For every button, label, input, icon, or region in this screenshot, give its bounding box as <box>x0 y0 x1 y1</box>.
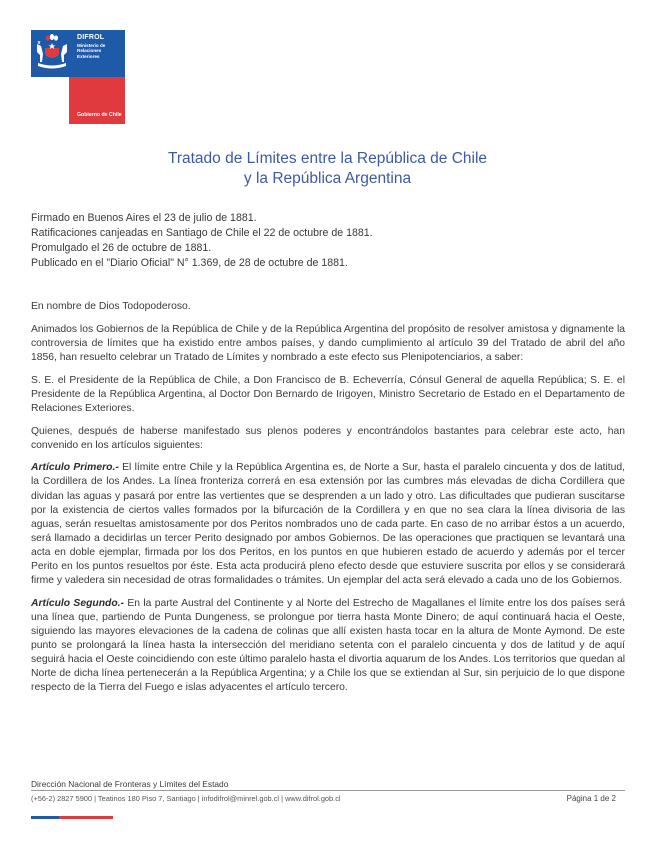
difrol-logo <box>31 30 125 124</box>
meta-promulgated: Promulgado el 26 de octubre de 1881. <box>31 242 212 254</box>
meta-ratified: Ratificaciones canjeadas en Santiago de Chile el 22 de octubre de 1881. <box>31 227 373 239</box>
flag-blue-segment <box>31 816 59 819</box>
document-title <box>0 149 655 189</box>
article-2-text: En la parte Austral del Continente y al Norte del Estrecho de Magallanes el límite entre los dos países será una línea que, partiendo de Punta Dungeness, se prolongue por tierra hasta Monte Dinero; de aquí continuará hacia el Oeste, siguiendo las mayores elevaciones de la cadena de colinas que allí existen hasta tocar en la altura de Monte Aymond. De este punto se prolongará la línea hasta la intersección del meridiano setenta con el paralelo cincuenta y dos de latitud y de aquí seguirá hacia el Oeste coincidiendo con este último paralelo hasta el divortia aquarum de los Andes. Los territorios que quedan al Norte de dicha línea pertenecerán a la República Argentina; y a Chile los que se extiendan al Sur, sin perjuicio de lo que dispone respecto de la Tierra del Fuego e islas adyacentes el artículo tercero. <box>31 597 625 694</box>
article-2-paragraph <box>31 597 625 696</box>
logo-government: Gobierno de Chile <box>77 112 122 118</box>
title-line-1: Tratado de Límites entre la República de Chile <box>167 150 488 167</box>
invocation-paragraph: En nombre de Dios Todopoderoso. <box>31 301 191 312</box>
page-number: Página 1 de 2 <box>566 794 616 803</box>
footer-contact: (+56-2) 2827 5900 | Teatinos 180 Piso 7, Santiago | infodifrol@minrel.gob.cl | www.difrol.gob.cl <box>31 794 341 803</box>
flag-color-bar <box>31 816 113 819</box>
logo-white-field <box>31 77 69 124</box>
article-1-label: Artículo Primero.- <box>31 462 119 474</box>
agreement-paragraph: Quienes, después de haberse manifestado sus plenos poderes y encontrándolos bastantes para celebrar este acto, han convenido en los artículos siguientes: <box>31 425 625 451</box>
document-body <box>31 300 625 704</box>
logo-name: DIFROL <box>77 34 105 41</box>
footer-divider <box>31 790 625 791</box>
treaty-metadata <box>31 211 373 271</box>
plenipotentiaries-paragraph: S. E. el Presidente de la República de Chile, a Don Francisco de B. Echeverría, Cónsul General de aquella República; S. E. el Presidente de la República Argentina, al Doctor Don Bernardo de Irigoyen, Ministro Secretario de Estado en el Departamento de Relaciones Exteriores. <box>31 374 625 415</box>
title-line-2: y la República Argentina <box>243 170 412 187</box>
meta-signed: Firmado en Buenos Aires el 23 de julio de 1881. <box>31 212 257 224</box>
article-1-text: El límite entre Chile y la República Argentina es, de Norte a Sur, hasta el paralelo cincuenta y dos de latitud, la Cordillera de los Andes. La línea fronteriza correrá en esa extensión por las cumbres más elevadas de dicha Cordillera que dividan las aguas y pasará por entre las vertientes que se desprenden a un lado y otro. Las dificultades que pudieran suscitarse por la existencia de ciertos valles formados por la bifurcación de la Cordillera y en que no sea clara la línea divisoria de las aguas, serán resueltas amistosamente por dos Peritos nombrados uno de cada parte. En caso de no arribar éstos a un acuerdo, será llamado a decidirlas un tercer Perito designado por ambos Gobiernos. De las operaciones que practiquen se levantará una acta en doble ejemplar, firmada por los dos Peritos, en los puntos en que hubieren estado de acuerdo y además por el tercer Perito en los puntos resueltos por éste. Esta acta producirá pleno efecto desde que estuviere suscrita por ellos y se considerará firme y valedera sin necesidad de otras formalidades o trámites. Un ejemplar del acta será elevado a cada uno de los Gobiernos. <box>31 462 625 587</box>
article-1-paragraph <box>31 461 625 588</box>
footer-organization: Dirección Nacional de Fronteras y Límites del Estado <box>31 779 229 789</box>
flag-red-segment <box>59 816 113 819</box>
meta-published: Publicado en el "Diario Oficial" N° 1.369, de 28 de octubre de 1881. <box>31 257 348 269</box>
logo-ministry: Ministerio de Relaciones Exteriores <box>77 43 106 59</box>
article-2-label: Artículo Segundo.- <box>31 597 124 609</box>
preamble-paragraph: Animados los Gobiernos de la República de Chile y de la República Argentina del propósito de resolver amistosa y dignamente la controversia de límites que ha existido entre ambos países, y dando cumplimiento al artículo 39 del Tratado de abril del año 1856, han resuelto celebrar un Tratado de Límites y nombrado a este efecto sus Plenipotenciarios, a saber: <box>31 324 625 364</box>
coat-of-arms-icon <box>33 32 71 72</box>
